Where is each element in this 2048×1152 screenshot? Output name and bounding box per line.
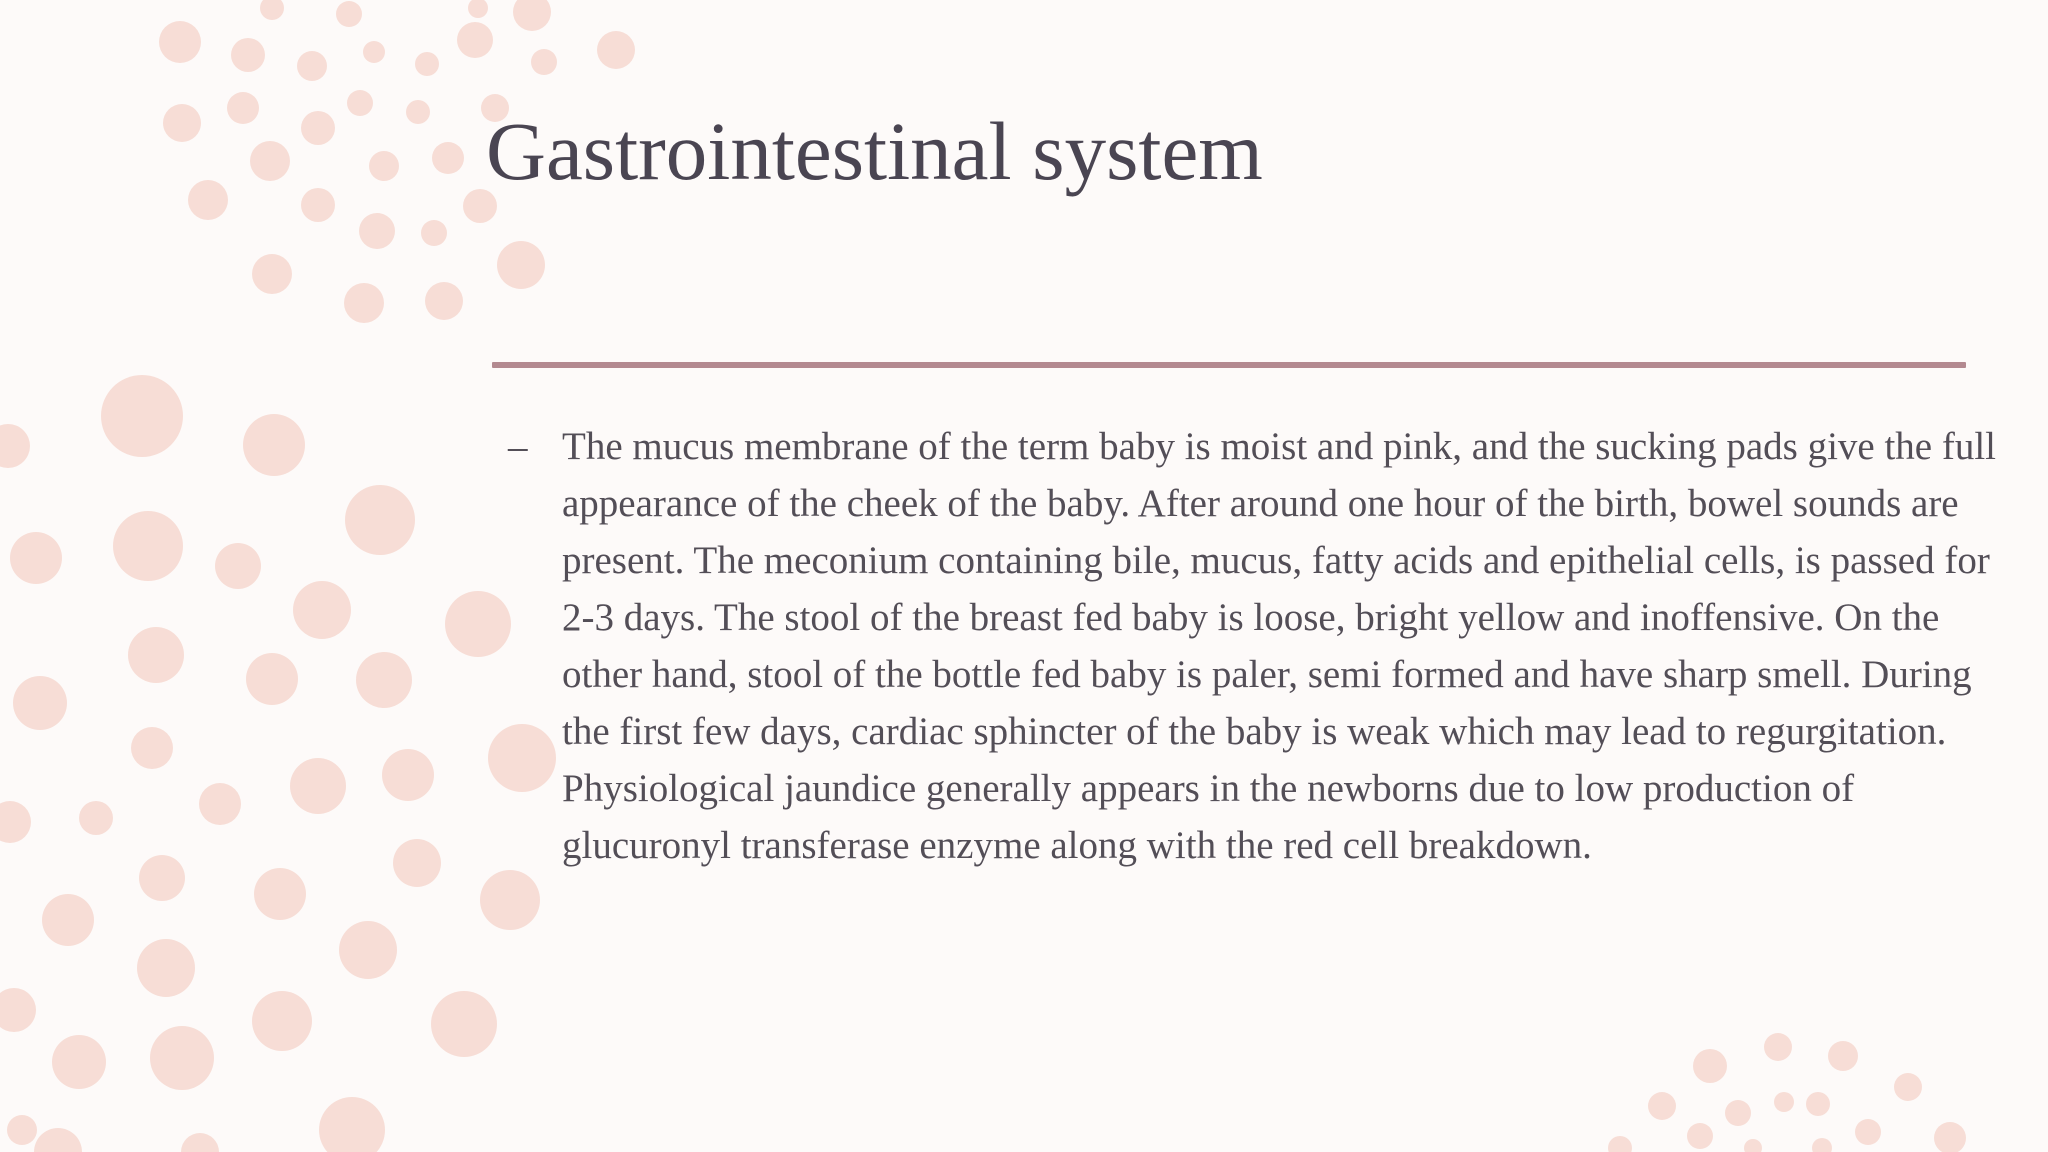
slide-title: Gastrointestinal system [486,105,1263,197]
bullet-list [500,418,2010,874]
bullet-item [500,418,2010,874]
bullet-text: The mucus membrane of the term baby is moist and pink, and the sucking pads give the full appearance of the cheek of the baby. After around one hour of the birth, bowel sounds are present. The meconium containing bile, mucus, fatty acids and epithelial cells, is passed for 2-3 days. The stool of the breast fed baby is loose, bright yellow and inoffensive. On the other hand, stool of the bottle fed baby is paler, semi formed and have sharp smell. During the first few days, cardiac sphincter of the baby is weak which may lead to regurgitation. Physiological jaundice generally appears in the newborns due to low production of glucuronyl transferase enzyme along with the red cell breakdown. [562,425,1997,867]
title-divider [492,362,1966,368]
bullet-dash: – [508,425,528,468]
